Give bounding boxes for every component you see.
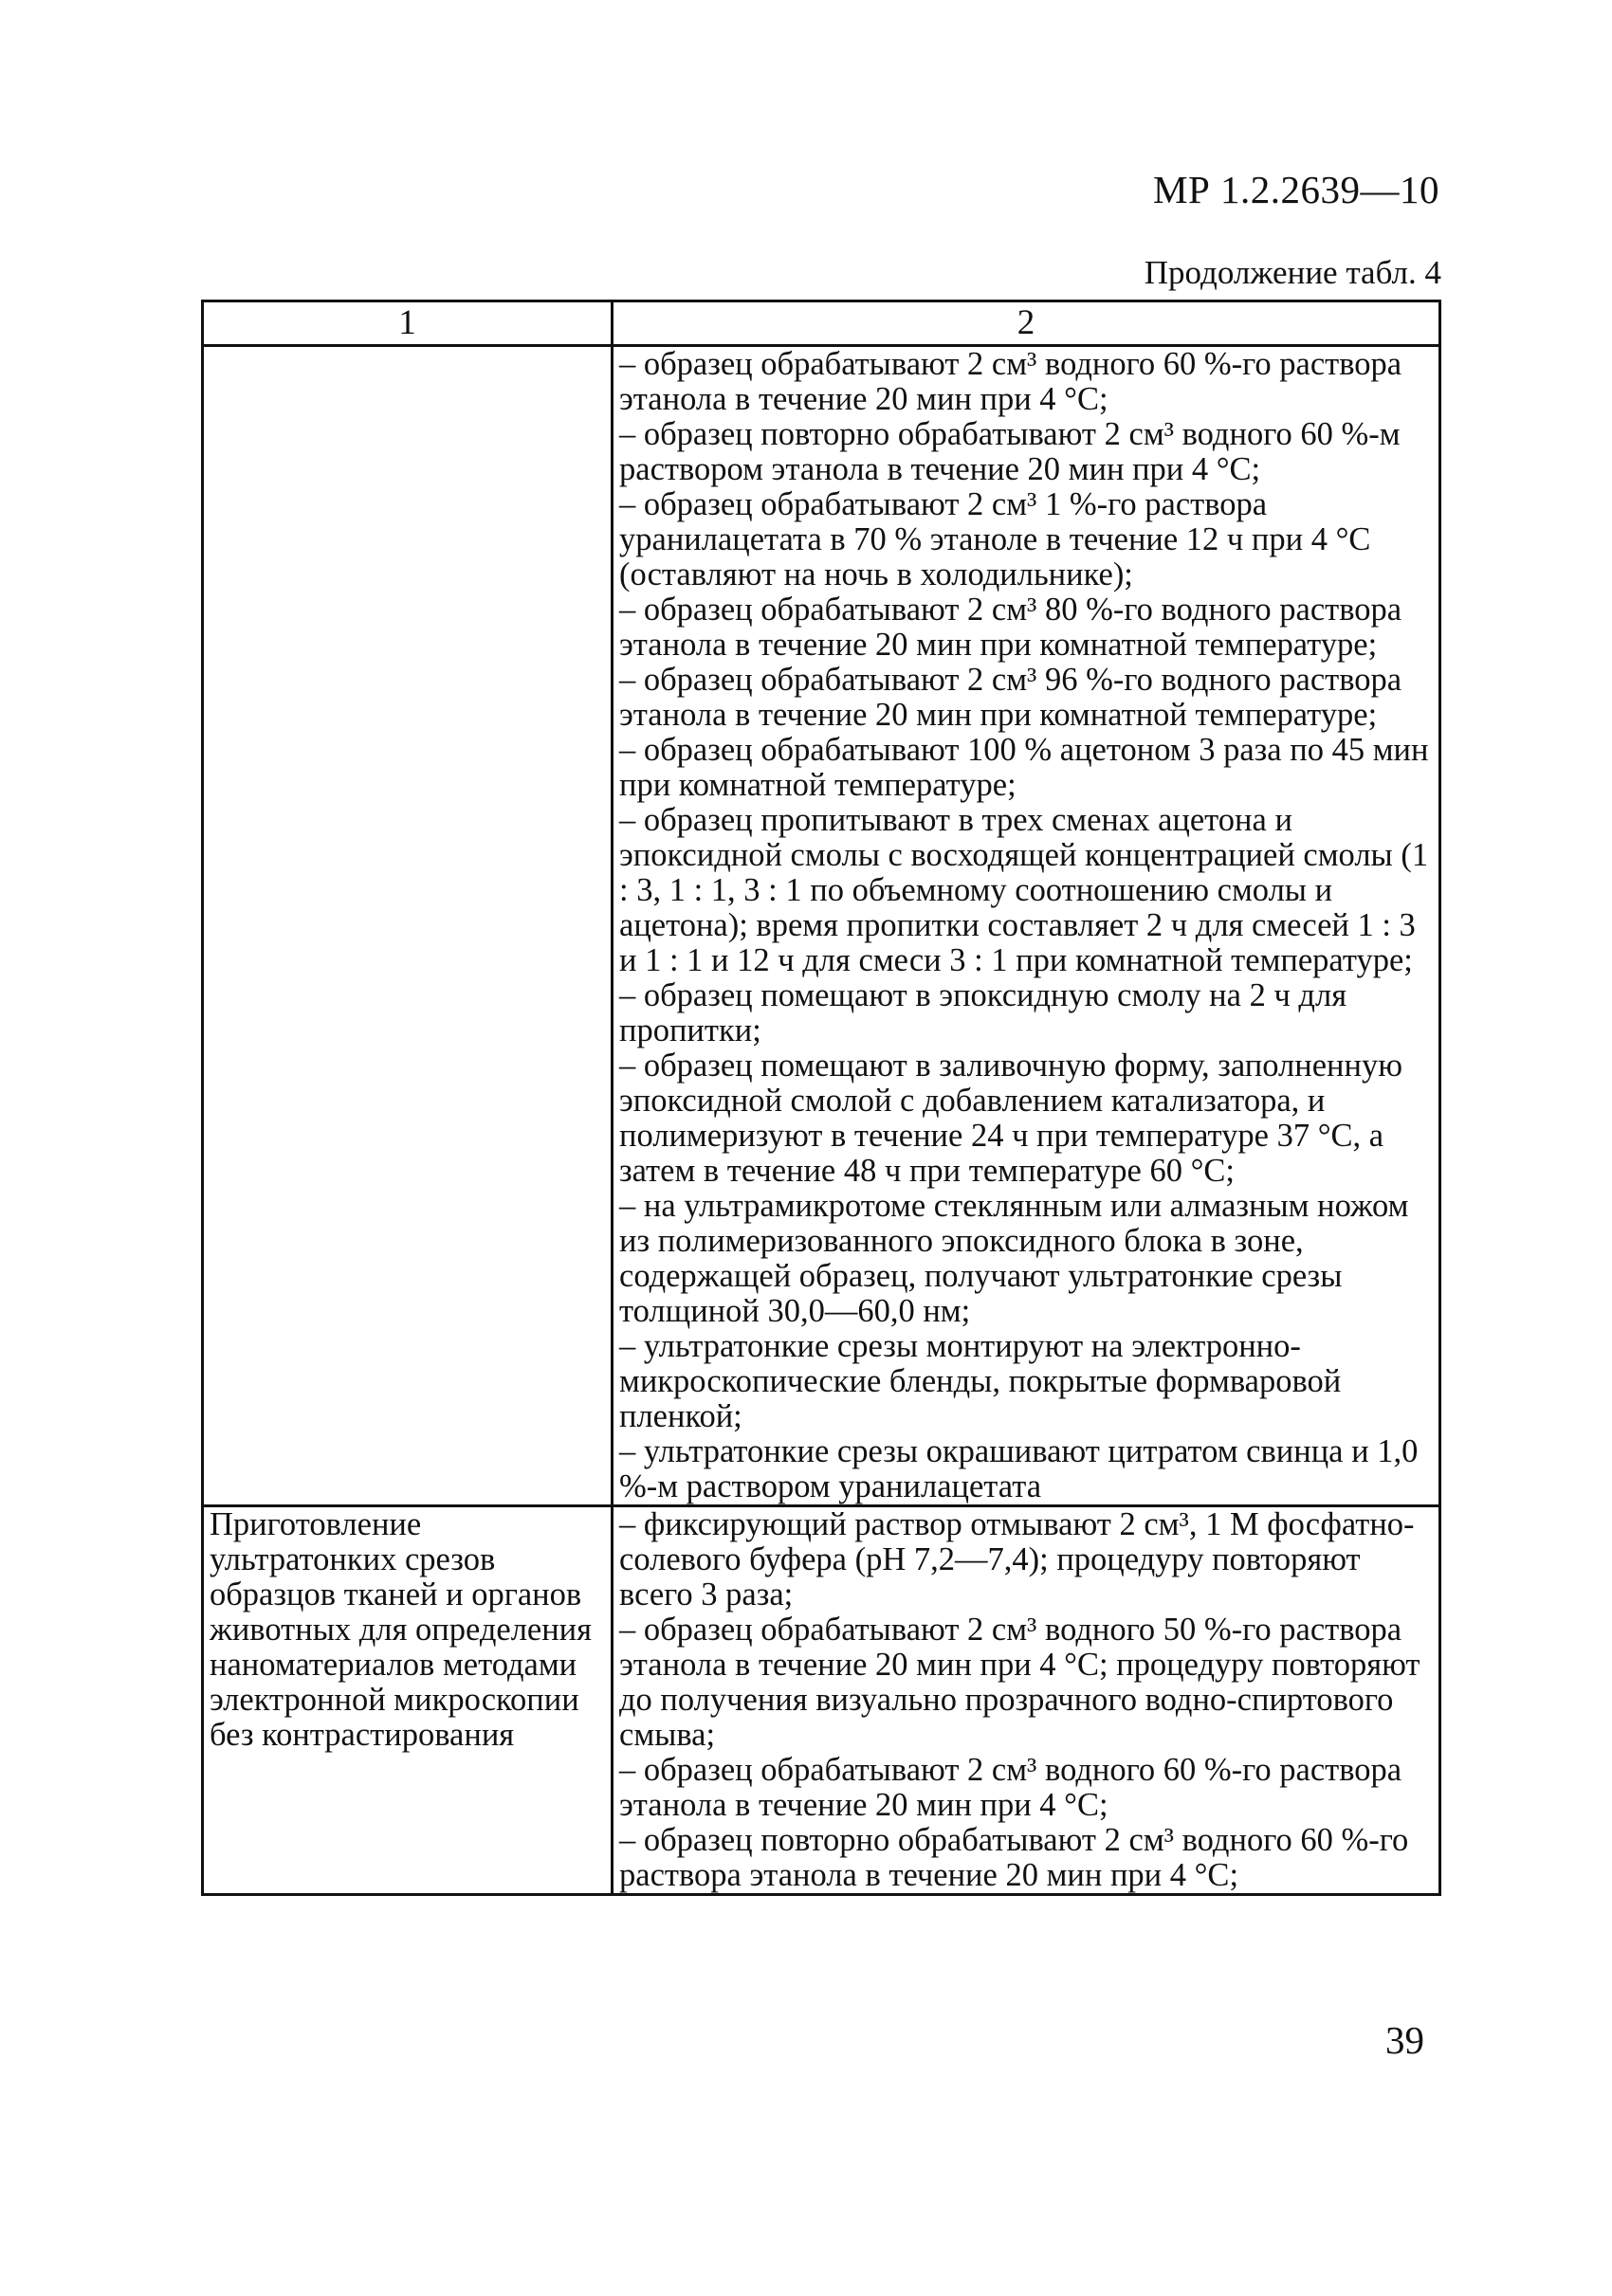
step-item: – образец повторно обрабатывают 2 см³ водного 60 %-м раствором этанола в течение 20 мин при 4 °С; bbox=[619, 416, 1401, 487]
step-item: – образец обрабатывают 2 см³ водного 60 %-го раствора этанола в течение 20 мин при 4 °С; bbox=[619, 1752, 1402, 1823]
step-item: – образец обрабатывают 2 см³ 80 %-го водного раствора этанола в течение 20 мин при комнатной температуре; bbox=[619, 592, 1402, 663]
row-title-cell: Приготовление ультратонких срезов образцов тканей и органов животных для определения наноматериалов методами электронной микроскопии без контрастирования bbox=[203, 1506, 613, 1895]
steps-cell bbox=[613, 346, 1440, 1506]
table-row bbox=[203, 1506, 1440, 1895]
document-code: МР 1.2.2639—10 bbox=[1152, 168, 1439, 211]
table-continuation-label: Продолжение табл. 4 bbox=[1144, 254, 1441, 291]
step-item: – образец повторно обрабатывают 2 см³ водного 60 %-го раствора этанола в течение 20 мин при 4 °С; bbox=[619, 1822, 1409, 1893]
table-row bbox=[203, 346, 1440, 1506]
step-item: – фиксирующий раствор отмывают 2 см³, 1 М фосфатно-солевого буфера (рН 7,2—7,4); процедуру повторяют всего 3 раза; bbox=[619, 1506, 1415, 1613]
steps-cell bbox=[613, 1506, 1440, 1895]
step-item: – образец обрабатывают 2 см³ водного 50 %-го раствора этанола в течение 20 мин при 4 °С; процедуру повторяют до получения визуально прозрачного водно-спиртового смыва; bbox=[619, 1612, 1420, 1753]
column-header-2: 2 bbox=[613, 301, 1440, 346]
step-item: – образец обрабатывают 100 % ацетоном 3 раза по 45 мин при комнатной температуре; bbox=[619, 732, 1429, 803]
table-header-row bbox=[203, 301, 1440, 346]
procedure-table bbox=[201, 300, 1441, 1896]
row-title-cell bbox=[203, 346, 613, 1506]
page-number: 39 bbox=[1385, 2018, 1424, 2062]
step-item: – образец обрабатывают 2 см³ 1 %-го раствора уранилацетата в 70 % этаноле в течение 12 ч при 4 °С (оставляют на ночь в холодильнике); bbox=[619, 486, 1371, 592]
step-item: – образец пропитывают в трех сменах ацетона и эпоксидной смолы с восходящей концентрацией смолы (1 : 3, 1 : 1, 3 : 1 по объемному соотношению смолы и ацетона); время пропитки составляет 2 ч для смесей 1 : 3 и 1 : 1 и 12 ч для смеси 3 : 1 при комнатной температуре; bbox=[619, 802, 1429, 978]
step-item: – ультратонкие срезы монтируют на электронно-микроскопические бленды, покрытые формваровой пленкой; bbox=[619, 1328, 1342, 1434]
step-item: – ультратонкие срезы окрашивают цитратом свинца и 1,0 %-м раствором уранилацетата bbox=[619, 1433, 1419, 1504]
step-item: – образец помещают в эпоксидную смолу на 2 ч для пропитки; bbox=[619, 977, 1347, 1048]
step-item: – образец обрабатывают 2 см³ водного 60 %-го раствора этанола в течение 20 мин при 4 °С; bbox=[619, 346, 1402, 417]
step-item: – на ультрамикротоме стеклянным или алмазным ножом из полимеризованного эпоксидного блока в зоне, содержащей образец, получают ультратонкие срезы толщиной 30,0—60,0 нм; bbox=[619, 1188, 1409, 1329]
step-item: – образец обрабатывают 2 см³ 96 %-го водного раствора этанола в течение 20 мин при комнатной температуре; bbox=[619, 662, 1402, 733]
column-header-1: 1 bbox=[203, 301, 613, 346]
step-item: – образец помещают в заливочную форму, заполненную эпоксидной смолой с добавлением катализатора, и полимеризуют в течение 24 ч при температуре 37 °С, а затем в течение 48 ч при температуре 60 °С; bbox=[619, 1048, 1402, 1189]
